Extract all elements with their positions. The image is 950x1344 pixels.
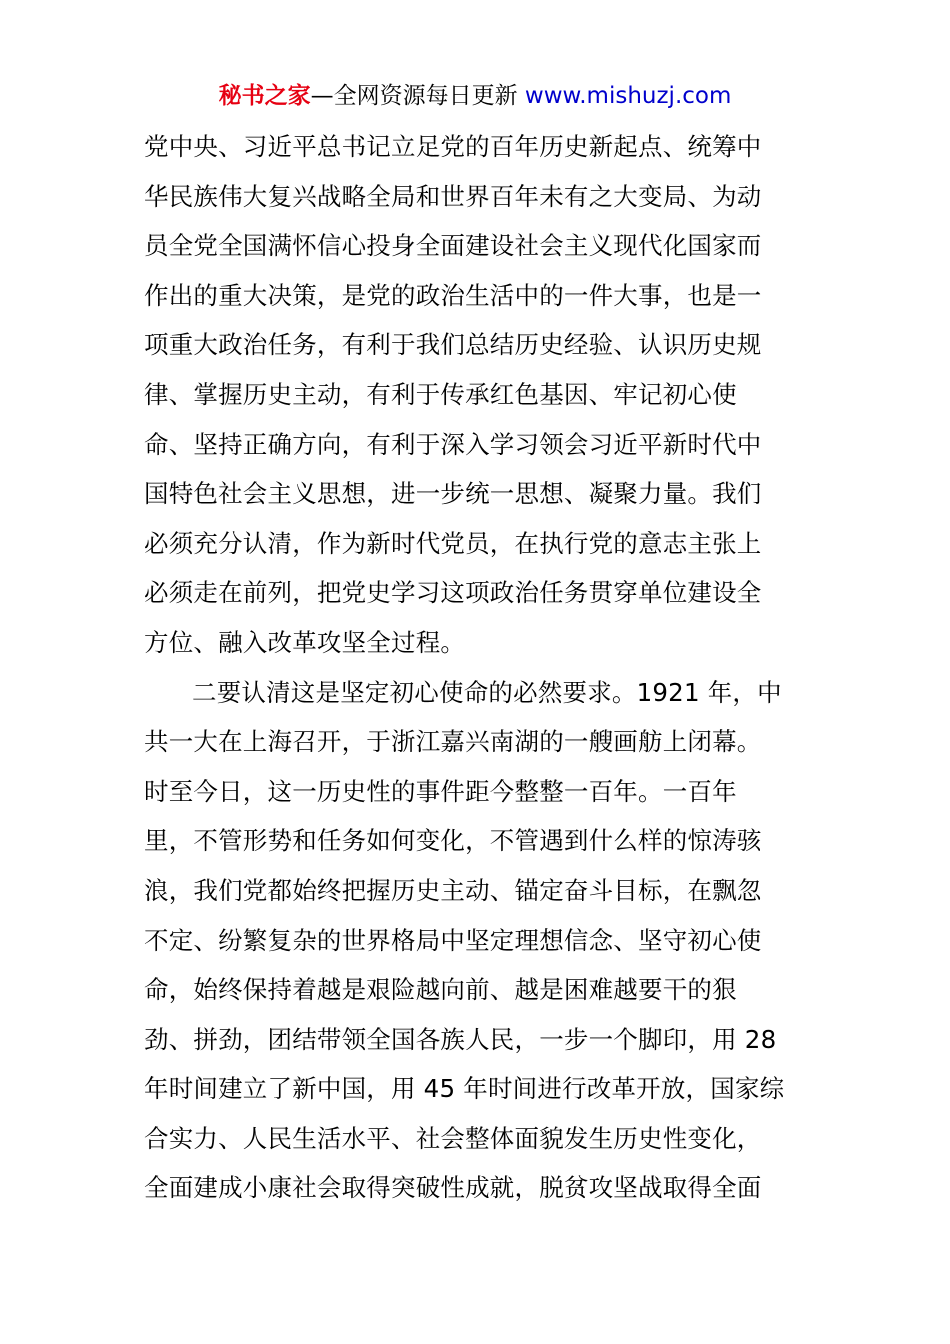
paragraph-start-line: 二要认清这是坚定初心使命的必然要求。1921 年，中	[192, 677, 782, 707]
brand-name: 秘书之家	[218, 83, 311, 109]
site-header	[0, 80, 950, 112]
text-line: 不定、纷繁复杂的世界格局中坚定理想信念、坚守初心使	[144, 925, 762, 955]
text-line: 全面建成小康社会取得突破性成就，脱贫攻坚战取得全面	[144, 1173, 762, 1203]
text-line: 华民族伟大复兴战略全局和世界百年未有之大变局、为动	[144, 181, 762, 211]
text-line: 里，不管形势和任务如何变化，不管遇到什么样的惊涛骇	[144, 826, 762, 856]
site-url-link[interactable]: www.mishuzj.com	[524, 83, 732, 109]
header-tagline: —全网资源每日更新	[310, 83, 518, 109]
text-line: 浪，我们党都始终把握历史主动、锚定奋斗目标，在飘忽	[144, 875, 762, 905]
text-line: 必须充分认清，作为新时代党员，在执行党的意志主张上	[144, 528, 762, 558]
text-line: 必须走在前列，把党史学习这项政治任务贯穿单位建设全	[144, 578, 762, 608]
text-line: 项重大政治任务，有利于我们总结历史经验、认识历史规	[144, 330, 762, 360]
document-body	[144, 127, 808, 1218]
text-line: 党中央、习近平总书记立足党的百年历史新起点、统筹中	[144, 132, 762, 161]
text-line: 命，始终保持着越是艰险越向前、越是困难越要干的狠	[144, 975, 737, 1005]
text-line: 合实力、人民生活水平、社会整体面貌发生历史性变化，	[144, 1123, 762, 1153]
text-line: 国特色社会主义思想，进一步统一思想、凝聚力量。我们	[144, 479, 762, 509]
text-line: 时至今日，这一历史性的事件距今整整一百年。一百年	[144, 776, 737, 806]
text-line: 年时间建立了新中国，用 45 年时间进行改革开放，国家综	[144, 1074, 785, 1104]
text-line: 共一大在上海召开，于浙江嘉兴南湖的一艘画舫上闭幕。	[144, 727, 762, 757]
text-line: 员全党全国满怀信心投身全面建设社会主义现代化国家而	[144, 231, 762, 261]
text-line: 作出的重大决策，是党的政治生活中的一件大事，也是一	[144, 280, 762, 310]
text-line: 方位、融入改革攻坚全过程。	[144, 627, 466, 657]
text-line: 命、坚持正确方向，有利于深入学习领会习近平新时代中	[144, 429, 762, 459]
text-line: 律、掌握历史主动，有利于传承红色基因、牢记初心使	[144, 379, 737, 409]
text-line: 劲、拼劲，团结带领全国各族人民，一步一个脚印，用 28	[144, 1024, 777, 1054]
